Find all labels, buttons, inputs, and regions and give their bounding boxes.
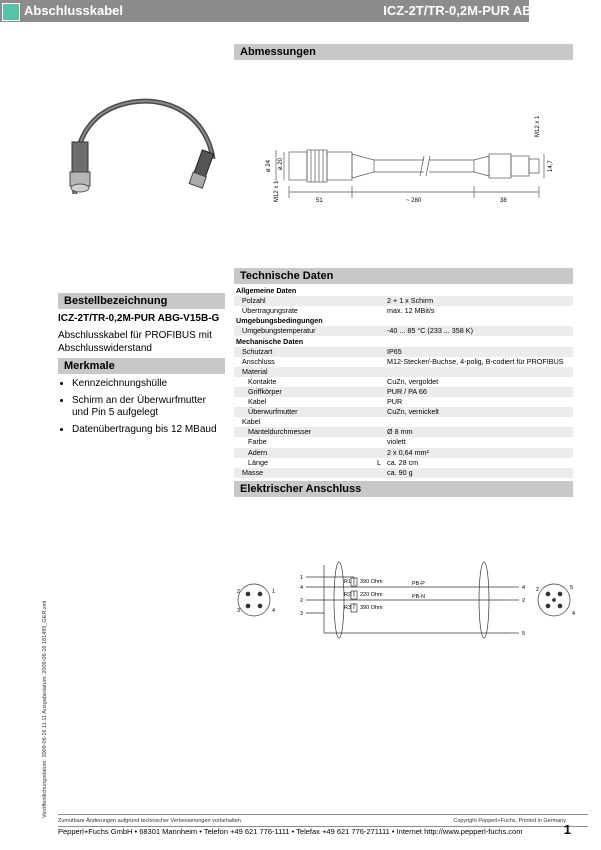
section-merkmale: Merkmale (58, 358, 225, 374)
photo-connector-left (70, 142, 90, 192)
features-list (58, 378, 222, 441)
product-code-title: ICZ-2T/TR-0,2M-PUR ABG-V15B-G (383, 3, 593, 18)
footer-address: Pepperl+Fuchs GmbH • 68301 Mannheim • Telefon +49 621 776-1111 • Telefax +49 621 776-271111 • Internet http://www.pepperl-fuchs.com (58, 827, 523, 836)
pin-label: 4 (572, 611, 576, 617)
pin-label: 1 (300, 575, 304, 581)
dim-grip-ribbed (307, 150, 327, 182)
table-row: Manteldurchmesser Ø 8 mm (234, 427, 573, 437)
section-elektrischer-anschluss: Elektrischer Anschluss (234, 481, 573, 497)
photo-connector-right (189, 150, 214, 189)
brand-logo (2, 3, 20, 21)
dim-m12-left: M12 x 1 (274, 180, 280, 202)
table-row: Schutzart IP65 (234, 347, 573, 357)
dim-14-7: 14,7 (548, 160, 554, 172)
table-row: Polzahl 2 + 1 x Schirm (234, 296, 573, 306)
table-row: Adern 2 x 0,64 mm² (234, 448, 573, 458)
publication-info: Veröffentlichungsdatum: 2009-06-16 11:11 Ausgabedatum: 2009-06-16 181499_GER.xml (42, 600, 48, 818)
resistor-r3-label: R3 (344, 605, 352, 611)
pin-label: 5 (570, 585, 574, 591)
resistor-r2-label: R2 (344, 592, 352, 598)
resistor-r2-value: 220 Ohm (360, 592, 383, 598)
dim-right-grip (489, 154, 511, 178)
page-number: 1 (563, 822, 571, 837)
tech-data-table (234, 286, 573, 478)
dim-280: ~ 280 (406, 198, 422, 204)
pin-label: 4 (300, 585, 304, 591)
list-item: • Schirm an der Überwurfmutter und Pin 5 aufgelegt (72, 395, 222, 419)
pin-label: 2 (237, 589, 241, 595)
resistor-r1-label: R1 (344, 579, 352, 585)
table-row: Farbe violett (248, 437, 406, 447)
section-technische-daten: Technische Daten (234, 268, 573, 284)
pin-label: 3 (237, 608, 241, 614)
table-row: Kabel PUR (248, 397, 403, 407)
pin-label: 4 (272, 608, 276, 614)
resistor-r3-value: 390 Ohm (360, 605, 383, 611)
wiring-schematic (234, 555, 579, 645)
dim-d24: ø 24 (266, 159, 272, 172)
product-photo (58, 84, 228, 194)
tech-group-general: Allgemeine Daten (236, 286, 297, 296)
table-row: Kabel (242, 417, 261, 427)
tech-group-ambient: Umgebungsbedingungen (236, 316, 323, 326)
dim-51: 51 (316, 198, 323, 204)
dimension-drawing (234, 62, 573, 212)
list-item: • Datenübertragung bis 12 MBaud (72, 424, 222, 436)
section-bestellbezeichnung: Bestellbezeichnung (58, 293, 225, 309)
order-code: ICZ-2T/TR-0,2M-PUR ABG-V15B-G (58, 313, 220, 324)
footer-copyright: Copyright Pepperl+Fuchs, Printed in Germany (453, 818, 566, 824)
pin-label: 5 (522, 631, 526, 637)
signal-pb-p: PB-P (412, 581, 425, 587)
pin-label: 2 (522, 598, 526, 604)
header-bar (0, 0, 593, 22)
dim-right-nut (511, 156, 529, 176)
resistor-r1-value: 390 Ohm (360, 579, 383, 585)
pin-label: 4 (522, 585, 526, 591)
pin-label: 3 (300, 611, 304, 617)
table-row: Übertragungsrate max. 12 MBit/s (242, 306, 435, 316)
doc-category: Abschlusskabel (24, 3, 123, 18)
dim-right-pin (529, 159, 539, 173)
table-row: Material (234, 367, 573, 377)
pin-label: 2 (300, 598, 304, 604)
dim-cone (352, 154, 374, 178)
table-row: Masse ca. 90 g (234, 468, 573, 478)
signal-pb-n: PB-N (412, 594, 426, 600)
dim-38: 38 (500, 198, 507, 204)
section-abmessungen: Abmessungen (234, 44, 573, 60)
dim-right-cone (474, 156, 489, 176)
dim-d20: ø 20 (278, 157, 284, 170)
table-row: Überwurfmutter CuZn, vernickelt (234, 407, 573, 417)
table-row: Griffkörper PUR / PA 66 (234, 387, 573, 397)
table-row: Umgebungstemperatur -40 ... 85 °C (233 ... 358 K) (234, 326, 573, 336)
dim-grip (327, 152, 352, 180)
order-description: Abschlusskabel für PROFIBUS mit Abschlusswiderstand (58, 330, 212, 354)
left-m12-face (238, 584, 270, 616)
dim-nut (289, 152, 307, 180)
dim-m12-right: M12 x 1 (535, 115, 541, 137)
pin-label: 2 (536, 587, 540, 593)
table-row: Länge L ca. 28 cm (248, 457, 419, 467)
list-item: • Kennzeichnungshülle (72, 378, 222, 390)
table-row: Anschluss M12-Stecker/-Buchse, 4-polig, B-codiert für PROFIBUS (242, 356, 564, 366)
footer-note: Zumutbare Änderungen aufgrund technischer Verbesserungen vorbehalten. (58, 818, 243, 824)
footer-divider (58, 814, 588, 815)
pin-label: 1 (272, 589, 276, 595)
tech-group-mechanical: Mechanische Daten (236, 336, 304, 346)
table-row: Kontakte CuZn, vergoldet (248, 376, 439, 386)
